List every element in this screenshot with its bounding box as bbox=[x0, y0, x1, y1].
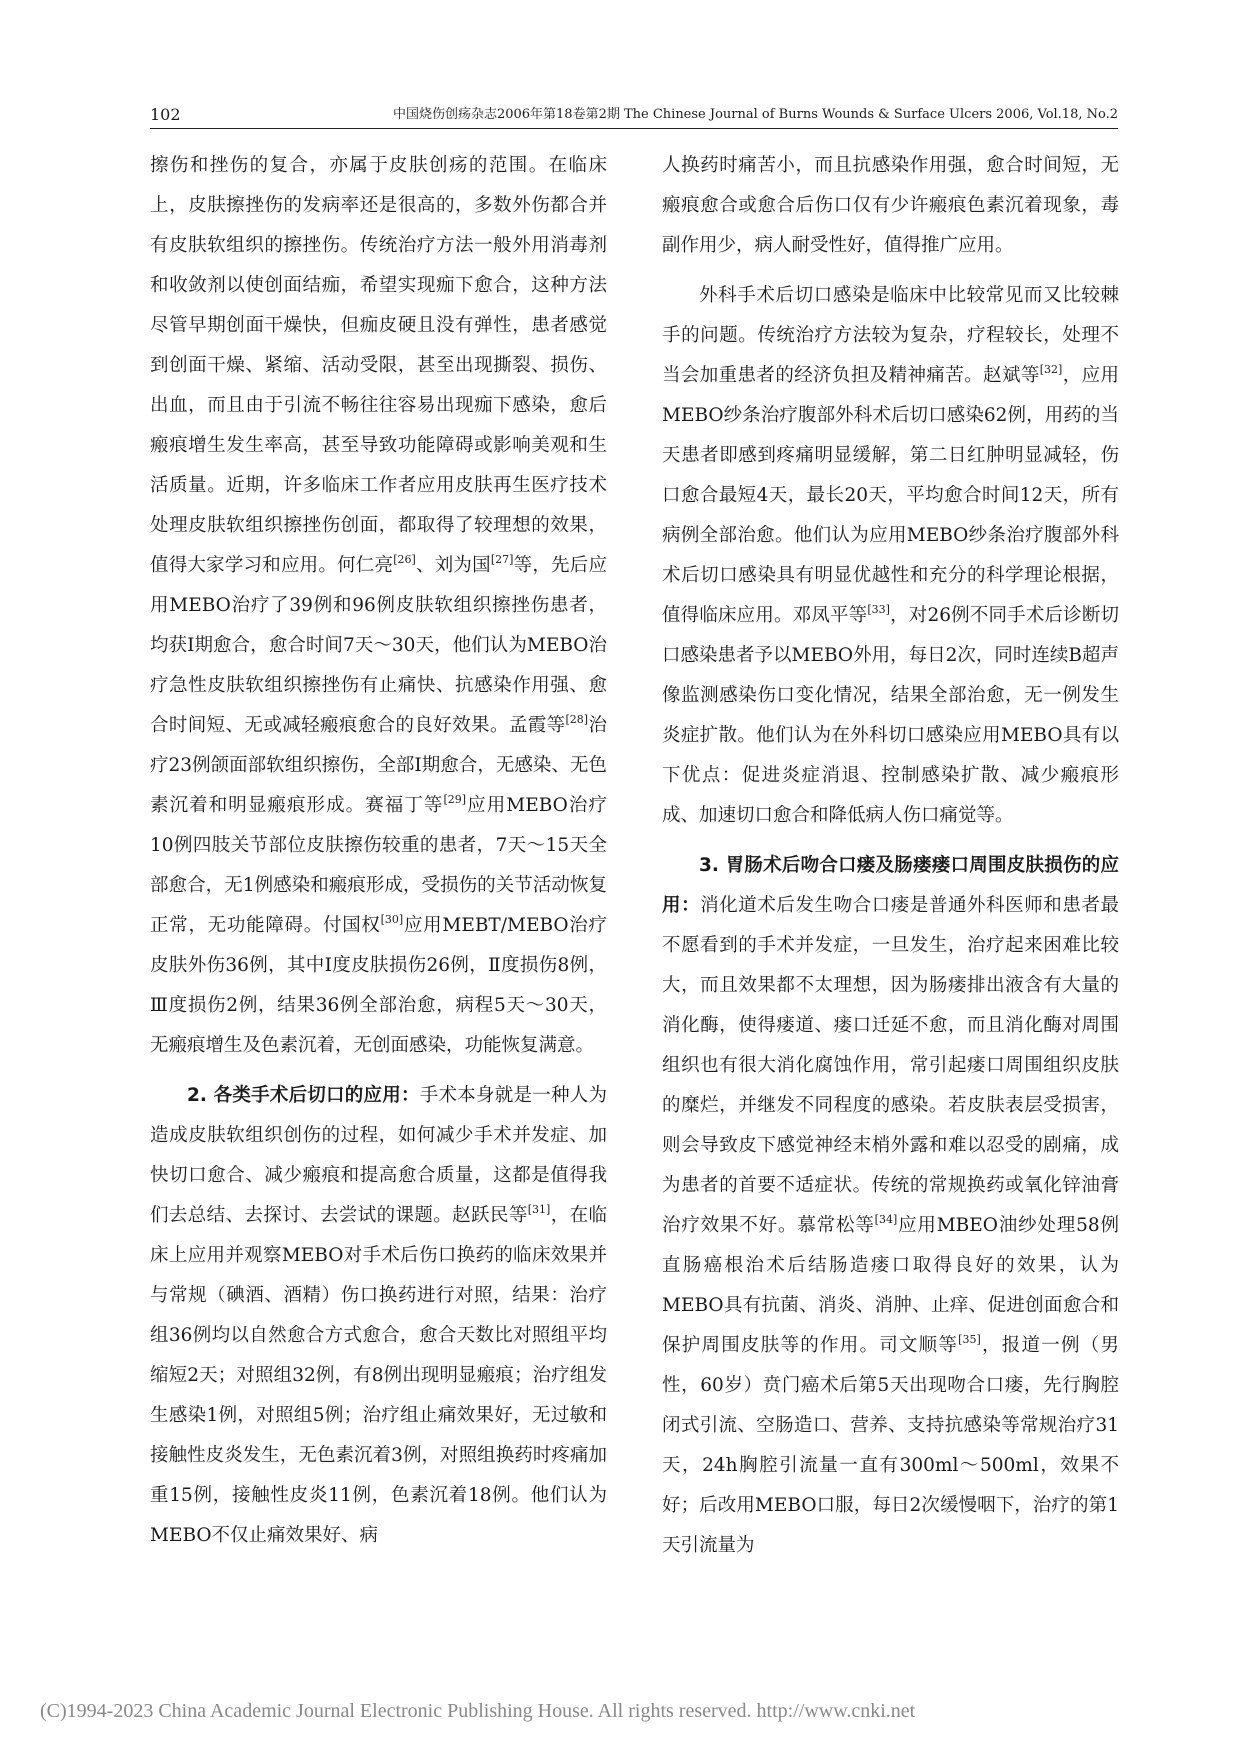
page-number: 102 bbox=[150, 105, 181, 124]
section-2-paragraph: 2. 各类手术后切口的应用：手术本身就是一种人为造成皮肤软组织创伤的过程，如何减少手术并发症、加快切口愈合、减少瘢痕和提高愈合质量，这都是值得我们去总结、去探讨、去尝试的课题。赵跃民等[31]，在临床上应用并观察MEBO对手术后伤口换药的临床效果并与常规（碘酒、酒精）伤口换药进行对照，结果：治疗组36例均以自然愈合方式愈合，愈合天数比对照组平均缩短2天；对照组32例，有8例出现明显瘢痕；治疗组发生感染1例，对照组5例；治疗组止痛效果好，无过敏和接触性皮炎发生，无色素沉着3例，对照组换药时疼痛加重15例，接触性皮炎11例，色素沉着18例。他们认为MEBO不仅止痛效果好、病 bbox=[150, 1085, 607, 1546]
right-column bbox=[662, 146, 1119, 1566]
citation-26[interactable]: [26] bbox=[393, 553, 416, 566]
copyright-footer: (C)1994-2023 China Academic Journal Electronic Publishing House. All rights reserved. http://www.cnki.net bbox=[40, 1700, 916, 1722]
citation-31[interactable]: [31] bbox=[527, 1203, 551, 1216]
paragraph-abrasion: 擦伤和挫伤的复合，亦属于皮肤创疡的范围。在临床上，皮肤擦挫伤的发病率还是很高的，多数外伤都合并有皮肤软组织的擦挫伤。传统治疗方法一般外用消毒剂和收敛剂以使创面结痂，希望实现痂下愈合，这种方法尽管早期创面干燥快，但痂皮硬且没有弹性，患者感觉到创面干燥、紧缩、活动受限，甚至出现撕裂、损伤、出血，而且由于引流不畅往往容易出现痂下感染，愈后瘢痕增生发生率高，甚至导致功能障碍或影响美观和生活质量。近期，许多临床工作者应用皮肤再生医疗技术处理皮肤软组织擦挫伤创面，都取得了较理想的效果，值得大家学习和应用。何仁亮[26]、刘为国[27]等，先后应用MEBO治疗了39例和96例皮肤软组织擦挫伤患者，均获I期愈合，愈合时间7天～30天，他们认为MEBO治疗急性皮肤软组织擦挫伤有止痛快、抗感染作用强、愈合时间短、无或减轻瘢痕愈合的良好效果。孟霞等[28]治疗23例颌面部软组织擦伤，全部I期愈合，无感染、无色素沉着和明显瘢痕形成。赛福丁等[29]应用MEBO治疗10例四肢关节部位皮肤擦伤较重的患者，7天～15天全部愈合，无1例感染和瘢痕形成，受损伤的关节活动恢复正常，无功能障碍。付国权[30]应用MEBT/MEBO治疗皮肤外伤36例，其中I度皮肤损伤26例，Ⅱ度损伤8例，Ⅲ度损伤2例，结果36例全部治愈，病程5天～30天，无瘢痕增生及色素沉着，无创面感染，功能恢复满意。 bbox=[150, 155, 607, 1056]
citation-35[interactable]: [35] bbox=[958, 1333, 981, 1346]
citation-27[interactable]: [27] bbox=[490, 553, 514, 566]
section-3-paragraph: 3. 胃肠术后吻合口瘘及肠瘘瘘口周围皮肤损伤的应用：消化道术后发生吻合口瘘是普通外科医师和患者最不愿看到的手术并发症，一旦发生，治疗起来困难比较大，而且效果都不太理想，因为肠瘘排出液含有大量的消化酶，使得瘘道、瘘口迁延不愈，而且消化酶对周围组织也有很大消化腐蚀作用，常引起瘘口周围组织皮肤的糜烂，并继发不同程度的感染。若皮肤表层受损害，则会导致皮下感觉神经末梢外露和难以忍受的剧痛，成为患者的首要不适症状。传统的常规换药或氧化锌油膏治疗效果不好。慕常松等[34]应用MBEO油纱处理58例直肠癌根治术后结肠造瘘口取得良好的效果，认为MEBO具有抗菌、消炎、消肿、止痒、促进创面愈合和保护周围皮肤等的作用。司文顺等[35]，报道一例（男性，60岁）贲门癌术后第5天出现吻合口瘘，先行胸腔闭式引流、空肠造口、营养、支持抗感染等常规治疗31天，24h胸腔引流量一直有300ml～500ml，效果不好；后改用MEBO口服，每日2次缓慢咽下，治疗的第1天引流量为 bbox=[662, 855, 1119, 1556]
citation-32[interactable]: [32] bbox=[1039, 363, 1063, 376]
paragraph-incision-infection: 外科手术后切口感染是临床中比较常见而又比较棘手的问题。传统治疗方法较为复杂，疗程较长，处理不当会加重患者的经济负担及精神痛苦。赵斌等[32]，应用MEBO纱条治疗腹部外科术后切口感染62例，用药的当天患者即感到疼痛明显缓解，第二日红肿明显减轻，伤口愈合最短4天，最长20天，平均愈合时间12天，所有病例全部治愈。他们认为应用MEBO纱条治疗腹部外科术后切口感染具有明显优越性和充分的科学理论根据，值得临床应用。邓凤平等[33]，对26例不同手术后诊断切口感染患者予以MEBO外用，每日2次，同时连续B超声像监测感染伤口变化情况，结果全部治愈，无一例发生炎症扩散。他们认为在外科切口感染应用MEBO具有以下优点：促进炎症消退、控制感染扩散、减少瘢痕形成、加速切口愈合和降低病人伤口痛觉等。 bbox=[662, 285, 1119, 826]
citation-34[interactable]: [34] bbox=[874, 1213, 898, 1226]
citation-30[interactable]: [30] bbox=[380, 913, 404, 926]
running-header bbox=[150, 104, 1118, 126]
left-column bbox=[150, 146, 607, 1556]
section-3-heading: 3. 胃肠术后吻合口瘘及肠瘘瘘口周围皮肤损伤的应用： bbox=[662, 855, 1119, 916]
citation-29[interactable]: [29] bbox=[443, 793, 467, 806]
citation-28[interactable]: [28] bbox=[565, 713, 589, 726]
paragraph-continued: 人换药时痛苦小，而且抗感染作用强，愈合时间短，无瘢痕愈合或愈合后伤口仅有少许瘢痕色素沉着现象，毒副作用少，病人耐受性好，值得推广应用。 bbox=[662, 155, 1119, 256]
header-rule bbox=[150, 128, 1118, 129]
section-2-heading: 2. 各类手术后切口的应用： bbox=[187, 1085, 420, 1106]
journal-citation: 中国烧伤创疡杂志2006年第18卷第2期 The Chinese Journal of Burns Wounds & Surface Ulcers 2006, Vol.18, No.2 bbox=[392, 107, 1118, 122]
citation-33[interactable]: [33] bbox=[867, 603, 890, 616]
